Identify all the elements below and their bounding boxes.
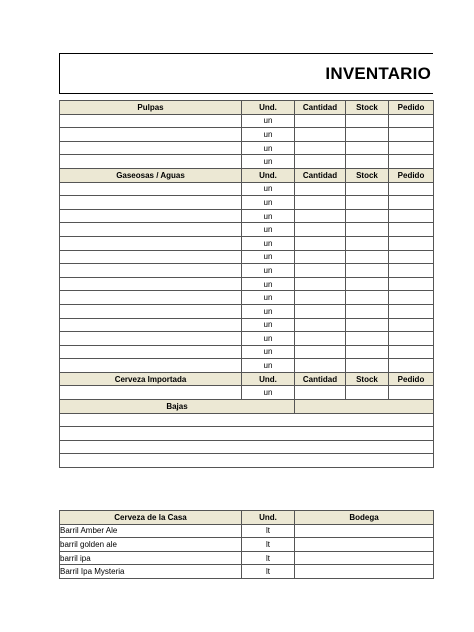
section-header-bajas (60, 400, 434, 414)
cantidad-cell[interactable] (295, 359, 346, 373)
item-name-cell[interactable] (60, 345, 242, 359)
pedido-cell[interactable] (389, 304, 434, 318)
cantidad-cell[interactable] (295, 182, 346, 196)
cantidad-cell[interactable] (295, 332, 346, 346)
cantidad-cell[interactable] (295, 155, 346, 169)
unit-cell: un (242, 196, 295, 210)
column-header-und: Und. (242, 168, 295, 182)
column-header-cantidad: Cantidad (295, 101, 346, 115)
table-row (60, 538, 434, 552)
cantidad-cell[interactable] (295, 277, 346, 291)
bajas-entry-cell[interactable] (60, 440, 434, 454)
stock-cell[interactable] (346, 128, 389, 142)
item-name-cell[interactable] (60, 332, 242, 346)
unit-cell: un (242, 332, 295, 346)
item-name-cell[interactable] (60, 209, 242, 223)
item-name-cell[interactable] (60, 318, 242, 332)
pedido-cell[interactable] (389, 345, 434, 359)
item-name-cell[interactable] (60, 114, 242, 128)
pedido-cell[interactable] (389, 128, 434, 142)
stock-cell[interactable] (346, 318, 389, 332)
cantidad-cell[interactable] (295, 304, 346, 318)
bodega-cell[interactable] (295, 551, 434, 565)
unit-cell: lt (242, 565, 295, 579)
pedido-cell[interactable] (389, 386, 434, 400)
table-row (60, 551, 434, 565)
stock-cell[interactable] (346, 209, 389, 223)
item-name-cell[interactable] (60, 291, 242, 305)
stock-cell[interactable] (346, 345, 389, 359)
unit-cell: un (242, 304, 295, 318)
table-row (60, 236, 434, 250)
table-row (60, 524, 434, 538)
beer-name-cell: Barril Ipa Mysteria (60, 565, 242, 579)
unit-cell: un (242, 386, 295, 400)
pedido-cell[interactable] (389, 114, 434, 128)
table-row (60, 196, 434, 210)
item-name-cell[interactable] (60, 304, 242, 318)
cantidad-cell[interactable] (295, 196, 346, 210)
column-header-und: Und. (242, 372, 295, 386)
unit-cell: un (242, 223, 295, 237)
bajas-entry-cell[interactable] (60, 454, 434, 468)
table-row (60, 427, 434, 441)
item-name-cell[interactable] (60, 359, 242, 373)
column-header-cantidad: Cantidad (295, 168, 346, 182)
cantidad-cell[interactable] (295, 209, 346, 223)
table-row (60, 114, 434, 128)
pedido-cell[interactable] (389, 236, 434, 250)
bodega-cell[interactable] (295, 524, 434, 538)
beer-name-cell: barril ipa (60, 551, 242, 565)
stock-cell[interactable] (346, 196, 389, 210)
section-header-casa (60, 511, 434, 525)
cantidad-cell[interactable] (295, 236, 346, 250)
table-row (60, 141, 434, 155)
pedido-cell[interactable] (389, 141, 434, 155)
cantidad-cell[interactable] (295, 250, 346, 264)
column-header-stock: Stock (346, 101, 389, 115)
table-row (60, 359, 434, 373)
pedido-cell[interactable] (389, 264, 434, 278)
item-name-cell[interactable] (60, 128, 242, 142)
item-name-cell[interactable] (60, 141, 242, 155)
column-header-und: Und. (242, 511, 295, 525)
stock-cell[interactable] (346, 264, 389, 278)
stock-cell[interactable] (346, 250, 389, 264)
unit-cell: un (242, 277, 295, 291)
stock-cell[interactable] (346, 155, 389, 169)
section-label: Pulpas (60, 101, 242, 115)
inventory-table (59, 100, 434, 468)
stock-cell[interactable] (346, 223, 389, 237)
column-header-stock: Stock (346, 372, 389, 386)
column-header-pedido: Pedido (389, 168, 434, 182)
table-row (60, 318, 434, 332)
table-row (60, 304, 434, 318)
section-header-pulpas (60, 101, 434, 115)
section-label: Gaseosas / Aguas (60, 168, 242, 182)
column-header-stock: Stock (346, 168, 389, 182)
column-header-und: Und. (242, 101, 295, 115)
cantidad-cell[interactable] (295, 386, 346, 400)
unit-cell: un (242, 291, 295, 305)
item-name-cell[interactable] (60, 155, 242, 169)
section-label: Cerveza de la Casa (60, 511, 242, 525)
pedido-cell[interactable] (389, 209, 434, 223)
bajas-entry-cell[interactable] (60, 413, 434, 427)
unit-cell: un (242, 345, 295, 359)
table-row (60, 345, 434, 359)
beer-name-cell: Barril Amber Ale (60, 524, 242, 538)
unit-cell: lt (242, 538, 295, 552)
unit-cell: lt (242, 524, 295, 538)
page-title: INVENTARIO (325, 64, 431, 83)
item-name-cell[interactable] (60, 236, 242, 250)
table-row (60, 413, 434, 427)
table-row (60, 155, 434, 169)
table-row (60, 277, 434, 291)
unit-cell: un (242, 318, 295, 332)
table-row (60, 182, 434, 196)
table-row (60, 291, 434, 305)
stock-cell[interactable] (346, 386, 389, 400)
stock-cell[interactable] (346, 332, 389, 346)
unit-cell: un (242, 128, 295, 142)
pedido-cell[interactable] (389, 277, 434, 291)
bajas-entry-cell[interactable] (60, 427, 434, 441)
cantidad-cell[interactable] (295, 291, 346, 305)
section-label: Cerveza Importada (60, 372, 242, 386)
table-row (60, 223, 434, 237)
title-box (59, 53, 433, 94)
table-row (60, 209, 434, 223)
unit-cell: un (242, 155, 295, 169)
column-header-pedido: Pedido (389, 101, 434, 115)
section-header-gaseosas (60, 168, 434, 182)
table-row (60, 128, 434, 142)
stock-cell[interactable] (346, 182, 389, 196)
unit-cell: lt (242, 551, 295, 565)
beer-name-cell: barril golden ale (60, 538, 242, 552)
table-row (60, 264, 434, 278)
section-label: Bajas (60, 400, 295, 414)
item-name-cell[interactable] (60, 277, 242, 291)
unit-cell: un (242, 264, 295, 278)
item-name-cell[interactable] (60, 223, 242, 237)
section-header-fill (295, 400, 434, 414)
pedido-cell[interactable] (389, 155, 434, 169)
table-row (60, 332, 434, 346)
column-header-bodega: Bodega (295, 511, 434, 525)
unit-cell: un (242, 250, 295, 264)
item-name-cell[interactable] (60, 196, 242, 210)
stock-cell[interactable] (346, 141, 389, 155)
unit-cell: un (242, 359, 295, 373)
stock-cell[interactable] (346, 291, 389, 305)
section-header-importada (60, 372, 434, 386)
cantidad-cell[interactable] (295, 345, 346, 359)
pedido-cell[interactable] (389, 182, 434, 196)
unit-cell: un (242, 141, 295, 155)
column-header-pedido: Pedido (389, 372, 434, 386)
column-header-cantidad: Cantidad (295, 372, 346, 386)
unit-cell: un (242, 114, 295, 128)
item-name-cell[interactable] (60, 386, 242, 400)
pedido-cell[interactable] (389, 318, 434, 332)
table-row (60, 250, 434, 264)
bodega-cell[interactable] (295, 565, 434, 579)
stock-cell[interactable] (346, 304, 389, 318)
pedido-cell[interactable] (389, 291, 434, 305)
table-row (60, 440, 434, 454)
cantidad-cell[interactable] (295, 223, 346, 237)
stock-cell[interactable] (346, 277, 389, 291)
bodega-cell[interactable] (295, 538, 434, 552)
unit-cell: un (242, 236, 295, 250)
stock-cell[interactable] (346, 236, 389, 250)
table-row (60, 565, 434, 579)
item-name-cell[interactable] (60, 250, 242, 264)
cantidad-cell[interactable] (295, 141, 346, 155)
cantidad-cell[interactable] (295, 318, 346, 332)
house-beer-table (59, 510, 434, 579)
table-row (60, 386, 434, 400)
cantidad-cell[interactable] (295, 264, 346, 278)
pedido-cell[interactable] (389, 223, 434, 237)
stock-cell[interactable] (346, 359, 389, 373)
cantidad-cell[interactable] (295, 128, 346, 142)
item-name-cell[interactable] (60, 182, 242, 196)
stock-cell[interactable] (346, 114, 389, 128)
pedido-cell[interactable] (389, 250, 434, 264)
pedido-cell[interactable] (389, 196, 434, 210)
unit-cell: un (242, 182, 295, 196)
cantidad-cell[interactable] (295, 114, 346, 128)
item-name-cell[interactable] (60, 264, 242, 278)
unit-cell: un (242, 209, 295, 223)
table-row (60, 454, 434, 468)
pedido-cell[interactable] (389, 332, 434, 346)
pedido-cell[interactable] (389, 359, 434, 373)
